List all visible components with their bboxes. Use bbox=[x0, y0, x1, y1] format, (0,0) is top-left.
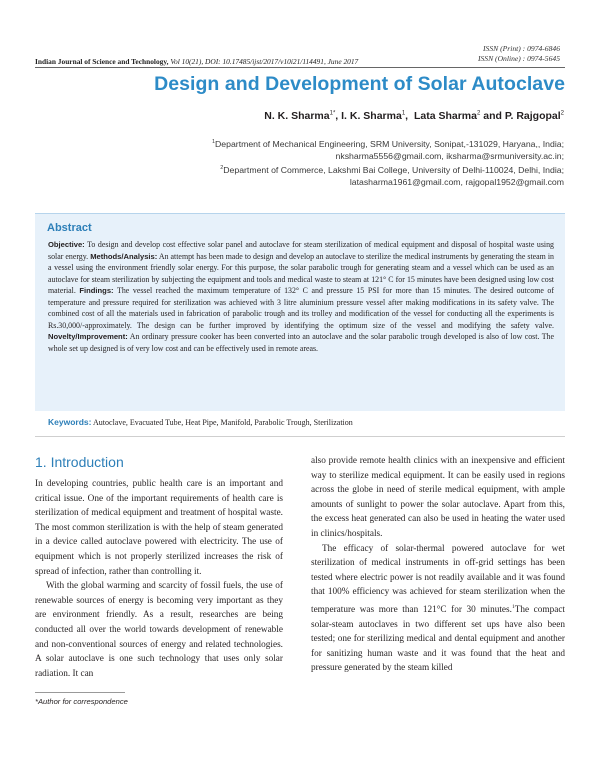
paper-title: Design and Development of Solar Autoclave bbox=[154, 73, 565, 95]
paragraph: With the global warming and scarcity of fossil fuels, the use of renewable sources of energy is becoming very important as they are environment friendly. As a result, researches are being conducted all over the world towards development of renewable and non-conventional sources of energy and related technologies. A solar autoclave is one such technology that uses only solar radiation. It can bbox=[35, 581, 283, 679]
novelty-label: Novelty/Improvement: bbox=[48, 332, 128, 341]
author-affiliation-mark: 1 bbox=[401, 110, 406, 117]
methods-label: Methods/Analysis: bbox=[90, 251, 158, 261]
abstract-body bbox=[48, 239, 554, 354]
journal-name: Indian Journal of Science and Technology, bbox=[35, 57, 169, 66]
citation-ref: 1 bbox=[511, 603, 515, 610]
affiliation-2-emails: latasharma1961@gmail.com, rajgopal1952@gmail.com bbox=[349, 177, 564, 188]
novelty-text: An ordinary pressure cooker has been converted into an autoclave and the solar parabolic trough developed is also of low cost. The whole set up designed is of very low cost and can be effectively used in remote areas. bbox=[48, 332, 554, 353]
methods-text: An attempt has been made to design and develop an autoclave to sterilize the medical instruments by generating the steam in a vessel using the environment friendly solar energy. For this purpose, the solar parabolic trough for generating steam and a vessel which can be used as an autoclave for steam sterilization by subjecting the equipment and tools and medical waste to steam at 121° C for 15 minutes have been designed using low cost material. bbox=[48, 251, 554, 295]
abstract-heading: Abstract bbox=[47, 222, 92, 234]
keywords-label: Keywords: bbox=[48, 417, 92, 427]
paragraph: also provide remote health clinics with an inexpensive and efficient way to sterilize medical equipment. It can be easily used in regions across the globe in need of sterile medical equipment, with ample amounts of sunlight to power the solar autoclave. Apart from this, the excess heat generated can also be used in heating the water used in clinics/hospitals. bbox=[311, 456, 565, 539]
author-name: Lata Sharma bbox=[413, 110, 477, 122]
issn-online: ISSN (Online) : 0974-5645 bbox=[477, 54, 560, 63]
author-list: N. K. Sharma$^{1*}$, I. K. Sharma$^1$, Lata Sharma$^2$ and P. Rajgopal$^2$ bbox=[264, 110, 564, 122]
keywords-text: Autoclave, Evacuated Tube, Heat Pipe, Manifold, Parabolic Trough, Sterilization bbox=[91, 418, 353, 427]
correspondence-footnote: *Author for correspondence bbox=[35, 697, 128, 706]
affiliation-1: $^1$Department of Mechanical Engineering, SRM University, Sonipat,-131029, Haryana,, India; bbox=[211, 138, 564, 149]
author-name: N. K. Sharma bbox=[264, 110, 330, 122]
paragraph: The efficacy of solar-thermal powered autoclave for wet sterilization of medical instruments in off-grid settings has been tested where electric power is not readily available and it was found that 100% efficiency was achieved for steam sterilization when the temperature was more than 121°C for 30 minutes.$^1$The compact solar-steam autoclaves in two different set ups have also been tested; one for sterilizing medical and dental equipment and another for sanitizing human waste and it was found that the heat and pressure generated by the steam killed bbox=[311, 543, 565, 674]
objective-text: To design and develop cost effective solar panel and autoclave for steam sterilization of medical equipment and disposal of hospital waste using solar energy. bbox=[48, 240, 554, 261]
paragraph: In developing countries, public health care is an important and critical issue. One of the important requirements of health care is sterilization of medical equipment and treatment of hospital waste. The most common sterilization is with the help of steam generated in a device called autoclave powered with electricity. The use of equipment which is not properly sterilized increases the risk of spread of infection, rather than controlling it. bbox=[35, 479, 283, 577]
journal-volume-doi: Vol 10(21), DOI: 10.17485/ijst/2017/v10i21/114491, June 2017 bbox=[168, 57, 359, 66]
journal-citation bbox=[35, 57, 358, 66]
author-name: I. K. Sharma bbox=[341, 110, 402, 122]
objective-label: Objective: bbox=[48, 240, 85, 249]
issn-print: ISSN (Print) : 0974-6846 bbox=[483, 44, 560, 53]
right-column bbox=[311, 454, 565, 676]
affiliations bbox=[212, 136, 564, 189]
left-column bbox=[35, 477, 283, 681]
findings-label: Findings: bbox=[79, 286, 114, 295]
section-heading-introduction: 1. Introduction bbox=[35, 454, 124, 470]
affiliation-2: $^2$Department of Commerce, Lakshmi Bai College, University of Delhi-110024, Delhi, India; bbox=[220, 165, 564, 176]
findings-text: The vessel reached the maximum temperature of 132° C and pressure 15 PSI for more than 15 minutes. The desired outcome of temperature and pressure required for sterilization was achieved with 3 litre aluminium pressure vessel after making modifications in its safety valve. The combined cost of all the materials used in fabrication of parabolic trough and its trolley and modification of the vessel for conducting all the experiments is Rs.30,000/-approximately. The design can be further improved by identifying the optimum size of the vessel and modifying the safety valve. bbox=[48, 286, 554, 330]
author-affiliation-mark: 2 bbox=[476, 110, 481, 117]
author-affiliation-mark: 2 bbox=[560, 110, 564, 117]
keywords-rule bbox=[35, 436, 565, 437]
footnote-rule bbox=[35, 692, 125, 693]
issn-block bbox=[478, 44, 560, 64]
affiliation-1-emails: nksharma5556@gmail.com, iksharma@srmuniversity.ac.in; bbox=[335, 151, 564, 162]
author-name: P. Rajgopal bbox=[504, 110, 561, 122]
author-affiliation-mark: 1* bbox=[329, 110, 336, 117]
keywords bbox=[48, 417, 353, 427]
header-rule bbox=[35, 67, 565, 68]
